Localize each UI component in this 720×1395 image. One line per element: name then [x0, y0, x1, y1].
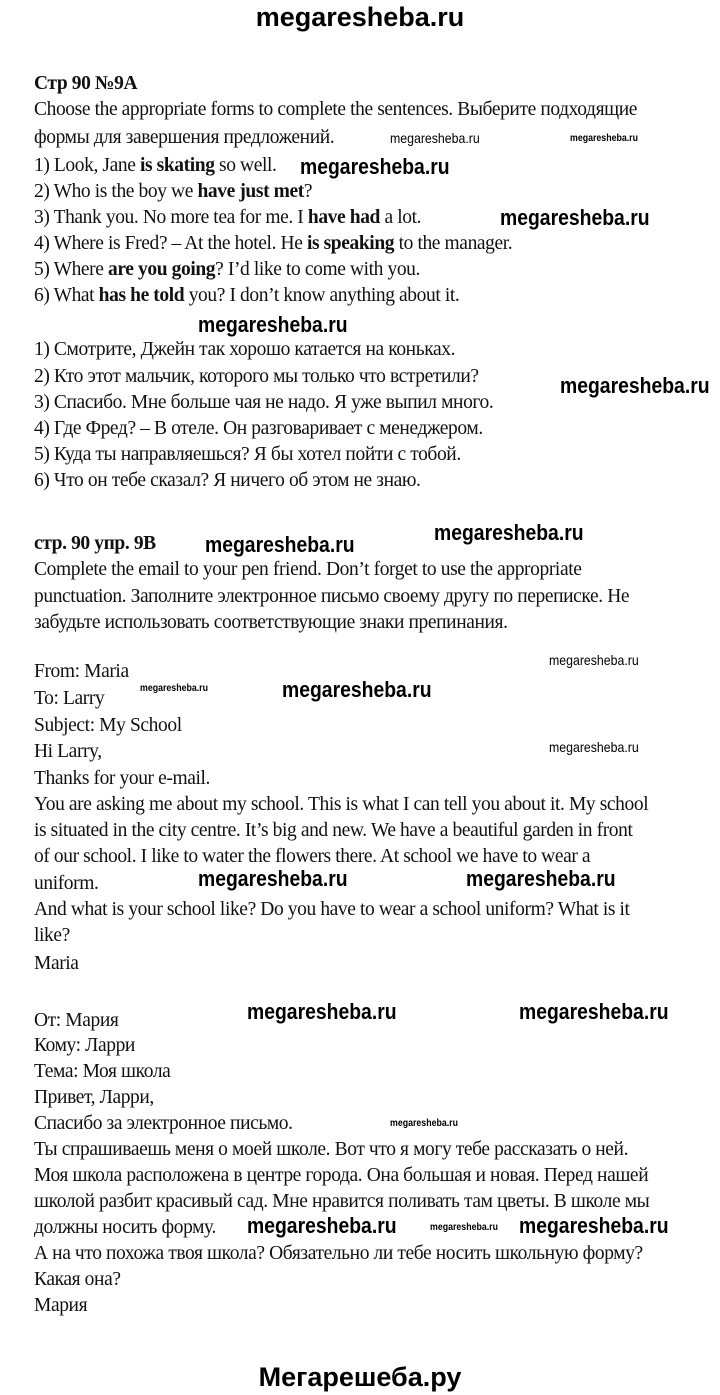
text-line — [34, 286, 459, 306]
text-line — [34, 534, 156, 554]
text-segment: uniform. — [34, 873, 99, 894]
text-segment: 4) Where is Fred? – At the hotel. He — [34, 233, 307, 254]
text-line — [34, 847, 590, 867]
text-segment: 6) Что он тебе сказал? Я ничего об этом не знаю. — [34, 470, 421, 491]
text-segment: Choose the appropriate forms to complete the sentences. Выберите подходящие — [34, 99, 638, 120]
text-segment: Hi Larry, — [34, 741, 102, 762]
text-segment: 1) Look, Jane — [34, 155, 140, 176]
text-line — [34, 926, 70, 946]
text-segment: Ты спрашиваешь меня о моей школе. Вот что я могу тебе рассказать о ней. — [34, 1139, 629, 1160]
text-segment: Complete the email to your pen friend. Don’t forget to use the appropriate — [34, 559, 582, 580]
watermark: megaresheba.ru — [198, 866, 348, 891]
text-segment: is situated in the city centre. It’s big and new. We have a beautiful garden in front — [34, 820, 633, 841]
text-line — [34, 900, 630, 920]
text-line — [34, 1192, 649, 1212]
text-line — [34, 1114, 293, 1134]
text-segment: должны носить форму. — [34, 1217, 216, 1238]
text-segment: you? I don’t know anything about it. — [184, 285, 460, 306]
text-segment: Кому: Ларри — [34, 1035, 135, 1056]
text-segment: Subject: My School — [34, 715, 182, 736]
text-line — [34, 156, 276, 176]
watermark: megaresheba.ru — [247, 999, 397, 1024]
text-segment: забудьте использовать соответствующие знаки препинания. — [34, 612, 508, 633]
watermark: megaresheba.ru — [560, 373, 710, 398]
bold-answer: have just met — [197, 181, 304, 202]
text-segment: like? — [34, 925, 70, 946]
text-line — [34, 419, 483, 439]
text-segment: А на что похожа твоя школа? Обязательно ли тебе носить школьную форму? — [34, 1243, 643, 1264]
text-segment: формы для завершения предложений. — [34, 127, 335, 148]
text-line — [34, 662, 129, 682]
text-segment: 2) Кто этот мальчик, которого мы только что встретили? — [34, 366, 479, 387]
text-segment: From: Maria — [34, 661, 129, 682]
text-segment: ? — [303, 181, 313, 202]
text-line — [34, 795, 648, 815]
text-segment: of our school. I like to water the flowers there. At school we have to wear a — [34, 846, 591, 867]
text-segment: 6) What — [34, 285, 99, 306]
text-segment: And what is your school like? Do you have to wear a school uniform? What is it — [34, 899, 630, 920]
text-line — [34, 769, 210, 789]
text-line — [34, 1166, 648, 1186]
text-line — [34, 234, 512, 254]
bold-answer: has he told — [98, 285, 185, 306]
text-line — [34, 393, 493, 413]
text-line — [34, 260, 420, 280]
text-line — [34, 340, 455, 360]
watermark: megaresheba.ru — [430, 1222, 498, 1233]
text-line — [34, 1218, 216, 1238]
text-segment: to the manager. — [394, 233, 513, 254]
watermark: megaresheba.ru — [390, 130, 480, 146]
text-line — [34, 1140, 628, 1160]
text-line — [34, 208, 421, 228]
bold-answer: have had — [307, 207, 380, 228]
text-segment: От: Мария — [34, 1010, 119, 1031]
bold-answer: is speaking — [306, 233, 395, 254]
text-segment: 3) Thank you. No more tea for me. I — [34, 207, 308, 228]
text-segment: 1) Смотрите, Джейн так хорошо катается на коньках. — [34, 339, 456, 360]
watermark: megaresheba.ru — [390, 1118, 458, 1129]
watermark: megaresheba.ru — [519, 999, 669, 1024]
text-line — [34, 471, 421, 491]
text-segment: ? I’d like to come with you. — [215, 259, 421, 280]
bold-answer: is skating — [139, 155, 215, 176]
watermark: megaresheba.ru — [434, 520, 584, 545]
text-line — [34, 367, 479, 387]
watermark: megaresheba.ru — [549, 652, 639, 668]
text-line — [34, 74, 137, 94]
text-line — [34, 954, 79, 974]
text-segment: so well. — [214, 155, 277, 176]
text-line — [34, 613, 508, 633]
text-line — [34, 821, 633, 841]
text-line — [34, 587, 629, 607]
footer-watermark: Мегарешеба.ру — [258, 1362, 462, 1392]
watermark: megaresheba.ru — [198, 312, 348, 337]
text-line — [34, 182, 312, 202]
text-line — [34, 716, 182, 736]
bold-answer: Стр 90 №9А — [34, 73, 138, 94]
text-line — [34, 1270, 121, 1290]
text-segment: To: Larry — [34, 688, 105, 709]
text-segment: 5) Where — [34, 259, 109, 280]
text-line — [34, 742, 102, 762]
watermark: megaresheba.ru — [282, 677, 432, 702]
watermark: megaresheba.ru — [247, 1213, 397, 1238]
text-line — [34, 1088, 154, 1108]
text-segment: Thanks for your e-mail. — [34, 768, 210, 789]
text-segment: Моя школа расположена в центре города. Она большая и новая. Перед нашей — [34, 1165, 649, 1186]
watermark: megaresheba.ru — [500, 205, 650, 230]
text-line — [34, 1244, 643, 1264]
text-line — [34, 1296, 87, 1316]
text-line — [34, 689, 104, 709]
text-segment: Maria — [34, 953, 79, 974]
text-segment: Спасибо за электронное письмо. — [34, 1113, 293, 1134]
text-segment: Какая она? — [34, 1269, 121, 1290]
text-segment: 4) Где Фред? – В отеле. Он разговаривает с менеджером. — [34, 418, 483, 439]
text-line — [34, 560, 581, 580]
bold-answer: are you going — [108, 259, 216, 280]
header-watermark: megaresheba.ru — [255, 2, 465, 32]
watermark: megaresheba.ru — [466, 866, 616, 891]
text-segment: 2) Who is the boy we — [34, 181, 198, 202]
bold-answer: стр. 90 упр. 9В — [34, 533, 156, 554]
watermark: megaresheba.ru — [519, 1213, 669, 1238]
text-line — [34, 1011, 118, 1031]
text-line — [34, 874, 99, 894]
text-segment: Привет, Ларри, — [34, 1087, 154, 1108]
text-line — [34, 100, 637, 120]
text-line — [34, 128, 334, 148]
text-segment: You are asking me about my school. This is what I can tell you about it. My school — [34, 794, 649, 815]
text-segment: 5) Куда ты направляешься? Я бы хотел пойти с тобой. — [34, 444, 461, 465]
text-segment: школой разбит красивый сад. Мне нравится поливать там цветы. В школе мы — [34, 1191, 650, 1212]
watermark: megaresheba.ru — [205, 532, 355, 557]
text-segment: Мария — [34, 1295, 88, 1316]
text-segment: 3) Спасибо. Мне больше чая не надо. Я уже выпил много. — [34, 392, 494, 413]
watermark: megaresheba.ru — [300, 154, 450, 179]
watermark: megaresheba.ru — [140, 683, 208, 694]
text-line — [34, 1062, 170, 1082]
watermark: megaresheba.ru — [570, 133, 638, 144]
text-segment: punctuation. Заполните электронное письмо своему другу по переписке. Не — [34, 586, 630, 607]
text-line — [34, 445, 461, 465]
text-segment: Тема: Моя школа — [34, 1061, 171, 1082]
watermark: megaresheba.ru — [549, 739, 639, 755]
text-segment: a lot. — [380, 207, 422, 228]
text-line — [34, 1036, 135, 1056]
